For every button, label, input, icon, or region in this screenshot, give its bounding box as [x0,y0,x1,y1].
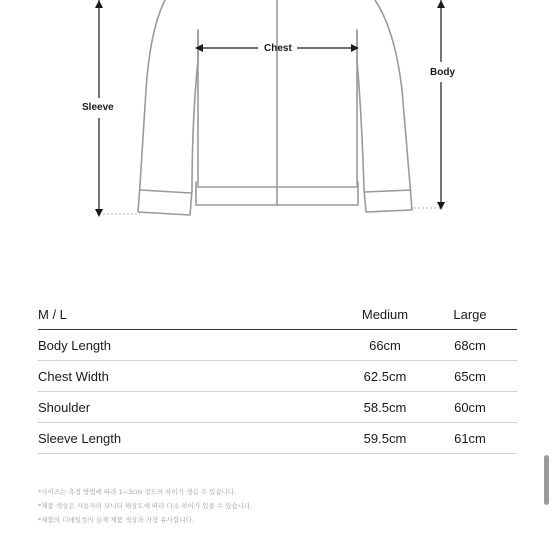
medium-value: 66cm [369,337,401,353]
size-notes [38,485,478,527]
sleeve-label: Sleeve [82,102,114,113]
large-value: 60cm [454,399,486,415]
size-table [38,299,517,454]
table-row [38,361,517,392]
body-label: Body [430,67,455,78]
row-label: Sleeve Length [38,430,122,446]
jacket-outline [138,0,412,215]
medium-value: 59.5cm [363,430,407,446]
large-value: 65cm [454,368,486,384]
large-value: 68cm [454,337,486,353]
medium-value: 62.5cm [363,368,407,384]
header-size-code: M / L [38,306,67,322]
row-label: Shoulder [38,399,91,415]
note-line: *제품 색상은 사용자의 모니터 해상도에 따라 다소 차이가 있을 수 있습니다. [38,502,253,510]
chest-label: Chest [264,43,292,54]
table-row [38,423,517,454]
row-label: Body Length [38,337,112,353]
size-table-header [38,299,517,330]
table-row [38,392,517,423]
header-large: Large [453,306,487,322]
note-line: *사이즈는 측정 방법에 따라 1~3cm 정도의 차이가 생길 수 있습니다. [38,488,237,496]
header-medium: Medium [361,306,409,322]
scrollbar-thumb[interactable] [544,455,549,505]
row-label: Chest Width [38,368,109,384]
large-value: 61cm [454,430,486,446]
medium-value: 58.5cm [363,399,407,415]
table-row [38,330,517,361]
dimension-arrows [95,0,445,217]
note-line: *제품의 디테일컷의 실제 제품 색상과 가장 유사합니다. [38,516,194,524]
